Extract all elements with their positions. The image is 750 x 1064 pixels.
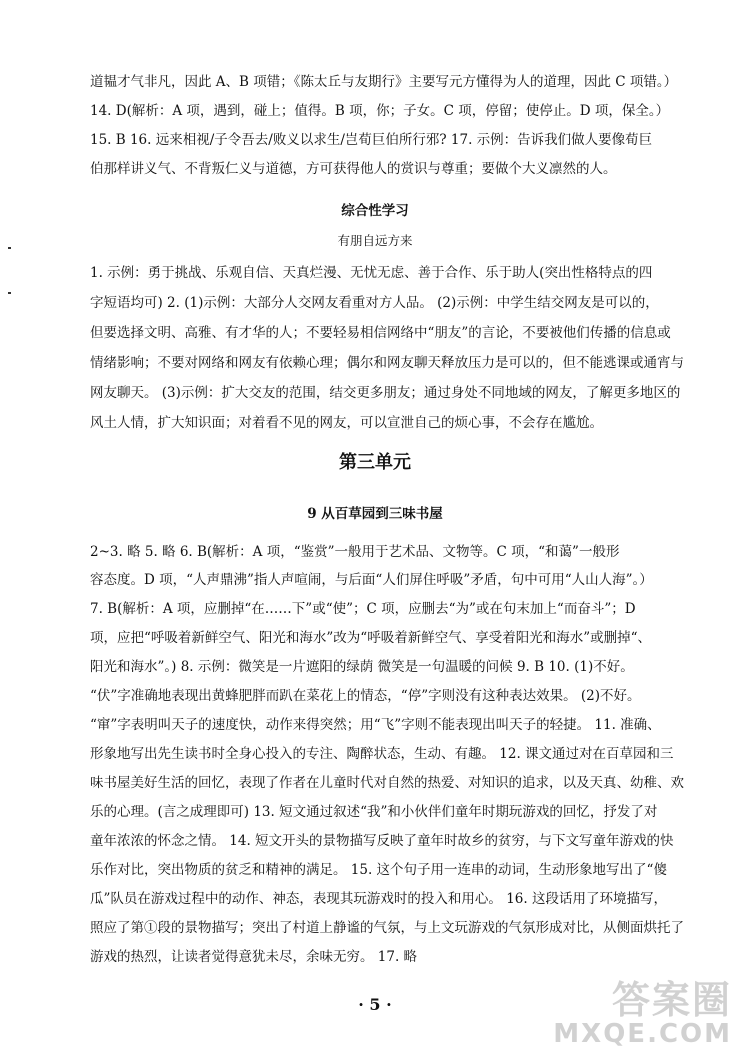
section-heading: 综合性学习 (341, 203, 409, 219)
text-line: 项，应把“呼吸着新鲜空气、阳光和海水”改为“呼吸着新鲜空气、享受着阳光和海水”或删掉“、 (90, 630, 652, 646)
watermark-logo (553, 980, 732, 1048)
text-line: 伯那样讲义气、不背叛仁义与道德，方可获得他人的赏识与尊重；要做个大义凛然的人。 (90, 161, 617, 177)
text-line: 1. 示例：勇于挑战、乐观自信、天真烂漫、无忧无虑、善于合作、乐于助人(突出性格特点的四 (90, 265, 653, 281)
text-line: 15. B 16. 远来相视/子令吾去/败义以求生/岂荀巨伯所行邪? 17. 示例：告诉我们做人要像荀巨 (90, 132, 653, 148)
text-line: 阳光和海水”。) 8. 示例：微笑是一片遮阳的绿荫 微笑是一句温暖的问候 9. B 10. (1)不好。 (90, 659, 634, 675)
text-line: 乐作对比，突出物质的贫乏和精神的满足。 15. 这个句子用一连串的动词，生动形象地写出了“傻 (90, 862, 667, 878)
text-line: 情绪影响；不要对网络和网友有依赖心理；偶尔和网友聊天释放压力是可以的，但不能逃课或通宵与 (90, 355, 684, 371)
margin-mark (8, 292, 11, 294)
watermark-url: MXQE.COM (553, 1019, 732, 1049)
text-line: 2~3. 略 5. 略 6. B(解析：A 项，“鉴赏”一般用于艺术品、文物等。C 项，“和蔼”一般形 (90, 544, 620, 560)
text-line: “窜”字表明叫天子的速度快，动作来得突然；用“飞”字则不能表现出叫天子的轻捷。 11. 准确、 (90, 717, 661, 733)
text-line: 味书屋美好生活的回忆，表现了作者在儿童时代对自然的热爱、对知识的追求，以及天真、幼稚、欢 (90, 775, 684, 791)
text-line: 字短语均可) 2. (1)示例：大部分人交网友看重对方人品。 (2)示例：中学生结交网友是可以的， (90, 295, 659, 311)
text-line: 乐的心理。(言之成理即可) 13. 短文通过叙述“我”和小伙伴们童年时期玩游戏的回忆，抒发了对 (90, 804, 658, 820)
text-line: 风土人情，扩大知识面；对着看不见的网友，可以宣泄自己的烦心事，不会存在尴尬。 (90, 415, 603, 431)
text-line: 童年浓浓的怀念之情。 14. 短文开头的景物描写反映了童年时故乡的贫穷，与下文写童年游戏的快 (90, 833, 674, 849)
text-line: 容态度。D 项，“人声鼎沸”指人声喧闹，与后面“人们屏住呼吸”矛盾，句中可用“人山人海”。） (90, 572, 653, 588)
text-line: 7. B(解析：A 项，应删掉“在……下”或“使”；C 项，应删去“为”或在句末加上“而奋斗”；D (90, 601, 636, 617)
text-line: 照应了第①段的景物描写；突出了村道上静谧的气氛，与上文玩游戏的气氛形成对比，从侧面烘托了 (90, 920, 684, 936)
text-line: 形象地写出先生读书时全身心投入的专注、陶醉状态，生动、有趣。 12. 课文通过对在百草园和三 (90, 746, 674, 762)
text-line: 但要选择文明、高雅、有才华的人；不要轻易相信网络中“朋友”的言论，不要被他们传播的信息或 (90, 325, 671, 341)
section-subheading: 有朋自远方来 (337, 233, 413, 248)
page-number: · 5 · (358, 995, 392, 1014)
text-line: 14. D(解析：A 项，遇到，碰上；值得。B 项，你；子女。C 项，停留；使停止。D 项，保全。） (90, 103, 670, 119)
lesson-title: 9 从百草园到三味书屋 (307, 506, 443, 522)
text-line: 瓜”队员在游戏过程中的动作、神态，表现其玩游戏时的投入和用心。 16. 这段话用了环境描写， (90, 891, 667, 907)
text-line: 游戏的热烈，让读者觉得意犹未尽，余味无穷。 17. 略 (90, 949, 418, 965)
text-line: 道韫才气非凡，因此 A、B 项错；《陈太丘与友期行》主要写元方懂得为人的道理，因此 C 项错。） (90, 74, 678, 90)
watermark-text: 答案圈 (611, 978, 732, 1022)
text-line: “伏”字准确地表现出黄蜂肥胖而趴在菜花上的情态，“停”字则没有这种表达效果。 (2)不好。 (90, 688, 641, 704)
text-line: 网友聊天。 (3)示例：扩大交友的范围，结交更多朋友；通过身处不同地域的网友，了解更多地区的 (90, 385, 681, 401)
unit-heading: 第三单元 (339, 452, 411, 473)
